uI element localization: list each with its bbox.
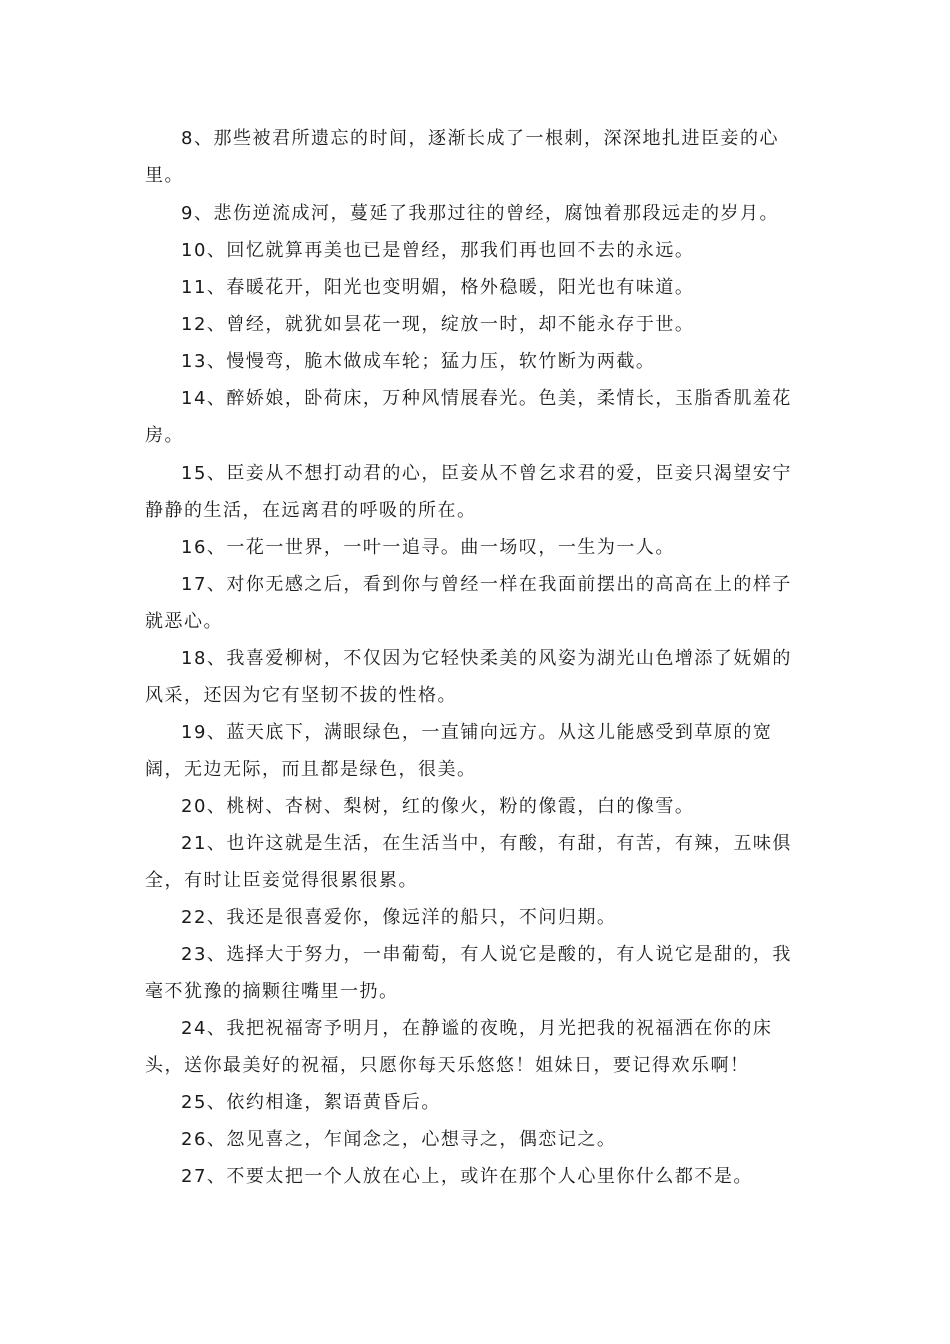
paragraph-14: 14、醉娇娘，卧荷床，万种风情展春光。色美，柔情长，玉脂香肌羞花房。 [145, 388, 792, 446]
paragraph-11: 11、春暖花开，阳光也变明媚，格外稳暖，阳光也有味道。 [181, 277, 695, 298]
paragraph-17: 17、对你无感之后，看到你与曾经一样在我面前摆出的高高在上的样子就恶心。 [145, 574, 792, 632]
paragraph-19: 19、蓝天底下，满眼绿色，一直铺向远方。从这儿能感受到草原的宽阔，无边无际，而且都是绿色，很美。 [145, 722, 773, 780]
paragraph-27: 27、不要太把一个人放在心上，或许在那个人心里你什么都不是。 [181, 1166, 753, 1187]
paragraph-23: 23、选择大于努力，一串葡萄，有人说它是酸的，有人说它是甜的，我毫不犹豫的摘颗往嘴里一扔。 [145, 944, 792, 1002]
paragraph-13: 13、慢慢弯，脆木做成车轮；猛力压，软竹断为两截。 [181, 351, 656, 372]
paragraph-20: 20、桃树、杏树、梨树，红的像火，粉的像霞，白的像雪。 [181, 796, 695, 817]
paragraph-9: 9、悲伤逆流成河，蔓延了我那过往的曾经，腐蚀着那段远走的岁月。 [181, 203, 779, 224]
paragraph-26: 26、忽见喜之，乍闻念之，心想寻之，偶恋记之。 [181, 1129, 617, 1150]
paragraph-16: 16、一花一世界，一叶一追寻。曲一场叹，一生为一人。 [181, 537, 675, 558]
paragraph-15: 15、臣妾从不想打动君的心，臣妾从不曾乞求君的爱，臣妾只渴望安宁静静的生活，在远离君的呼吸的所在。 [145, 463, 792, 521]
paragraph-25: 25、依约相逢，絮语黄昏后。 [181, 1092, 441, 1113]
paragraph-24: 24、我把祝福寄予明月，在静谧的夜晚，月光把我的祝福洒在你的床头，送你最美好的祝福，只愿你每天乐悠悠！姐妹日，要记得欢乐啊！ [145, 1018, 773, 1076]
paragraph-22: 22、我还是很喜爱你，像远洋的船只，不问归期。 [181, 907, 617, 928]
paragraph-12: 12、曾经，就犹如昙花一现，绽放一时，却不能永存于世。 [181, 314, 695, 335]
paragraph-18: 18、我喜爱柳树，不仅因为它轻快柔美的风姿为湖光山色增添了妩媚的风采，还因为它有坚韧不拔的性格。 [145, 648, 792, 706]
paragraph-8: 8、那些被君所遗忘的时间，逐渐长成了一根刺，深深地扎进臣妾的心里。 [145, 128, 779, 186]
paragraph-10: 10、回忆就算再美也已是曾经，那我们再也回不去的永远。 [181, 240, 695, 261]
paragraph-21: 21、也许这就是生活，在生活当中，有酸，有甜，有苦，有辣，五味俱全，有时让臣妾觉得很累很累。 [145, 833, 792, 891]
